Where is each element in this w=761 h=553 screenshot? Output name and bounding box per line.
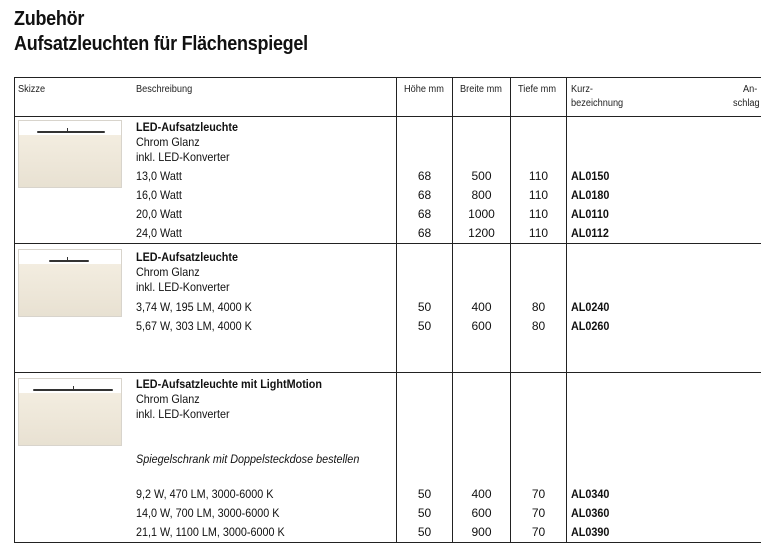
row-depth: 80 (531, 319, 546, 333)
row-width: 800 (471, 188, 492, 202)
row-description: 24,0 Watt (136, 226, 182, 240)
header-anschlag-1: An- (743, 84, 758, 95)
row-depth: 80 (531, 300, 546, 314)
row-code: AL0112 (571, 226, 609, 240)
row-depth: 110 (528, 169, 549, 183)
row-height: 68 (417, 169, 432, 183)
header-hoehe: Höhe mm (404, 84, 444, 95)
row-depth: 70 (531, 506, 546, 520)
row-height: 50 (417, 506, 432, 520)
table-left-border (14, 77, 15, 543)
group-finish: Chrom Glanz (136, 135, 200, 149)
row-height: 50 (417, 319, 432, 333)
row-width: 500 (471, 169, 492, 183)
row-code: AL0260 (571, 319, 610, 333)
group-title: LED-Aufsatzleuchte (136, 120, 239, 134)
table-top-border (14, 77, 761, 78)
row-height: 68 (417, 207, 432, 221)
row-description: 3,74 W, 195 LM, 4000 K (136, 300, 252, 314)
row-code: AL0240 (571, 300, 610, 314)
row-code: AL0150 (571, 169, 610, 183)
header-beschreibung: Beschreibung (136, 84, 193, 95)
row-height: 50 (417, 487, 432, 501)
row-height: 50 (417, 525, 432, 539)
row-width: 1200 (468, 226, 495, 240)
row-description: 14,0 W, 700 LM, 3000-6000 K (136, 506, 280, 520)
group-1-bottom-border (14, 243, 761, 244)
row-depth: 110 (528, 207, 549, 221)
header-tiefe: Tiefe mm (518, 84, 557, 95)
group-note: Spiegelschrank mit Doppelsteckdose bestellen (136, 452, 360, 466)
row-width: 900 (471, 525, 492, 539)
column-divider (566, 77, 567, 543)
row-description: 13,0 Watt (136, 169, 182, 183)
row-description: 9,2 W, 470 LM, 3000-6000 K (136, 487, 274, 501)
row-depth: 70 (531, 525, 546, 539)
header-skizze: Skizze (18, 84, 46, 95)
product-sketch-image (18, 378, 122, 446)
table-bottom-border (14, 542, 761, 543)
group-title: LED-Aufsatzleuchte (136, 250, 239, 264)
group-converter: inkl. LED-Konverter (136, 150, 230, 164)
header-anschlag-2: schlag (733, 98, 760, 109)
header-kurzbezeichnung-2: bezeichnung (571, 98, 624, 109)
row-code: AL0110 (571, 207, 609, 221)
row-description: 21,1 W, 1100 LM, 3000-6000 K (136, 525, 285, 539)
group-converter: inkl. LED-Konverter (136, 407, 230, 421)
row-depth: 110 (528, 226, 549, 240)
row-width: 400 (471, 300, 492, 314)
row-width: 600 (471, 506, 492, 520)
page-subtitle: Aufsatzleuchten für Flächenspiegel (14, 33, 308, 55)
row-code: AL0360 (571, 506, 610, 520)
row-code: AL0180 (571, 188, 610, 202)
group-title: LED-Aufsatzleuchte mit LightMotion (136, 377, 322, 391)
group-2-bottom-border (14, 372, 761, 373)
product-sketch-image (18, 249, 122, 317)
row-code: AL0340 (571, 487, 610, 501)
row-description: 5,67 W, 303 LM, 4000 K (136, 319, 252, 333)
group-finish: Chrom Glanz (136, 392, 200, 406)
group-converter: inkl. LED-Konverter (136, 280, 230, 294)
group-finish: Chrom Glanz (136, 265, 200, 279)
row-width: 600 (471, 319, 492, 333)
row-height: 68 (417, 226, 432, 240)
page-title: Zubehör (14, 8, 85, 30)
row-width: 1000 (468, 207, 495, 221)
row-description: 20,0 Watt (136, 207, 182, 221)
row-depth: 70 (531, 487, 546, 501)
header-breite: Breite mm (460, 84, 502, 95)
row-code: AL0390 (571, 525, 610, 539)
row-description: 16,0 Watt (136, 188, 182, 202)
row-height: 50 (417, 300, 432, 314)
row-depth: 110 (528, 188, 549, 202)
header-bottom-border (14, 116, 761, 117)
row-width: 400 (471, 487, 492, 501)
header-kurzbezeichnung-1: Kurz- (571, 84, 593, 95)
row-height: 68 (417, 188, 432, 202)
product-sketch-image (18, 120, 122, 188)
